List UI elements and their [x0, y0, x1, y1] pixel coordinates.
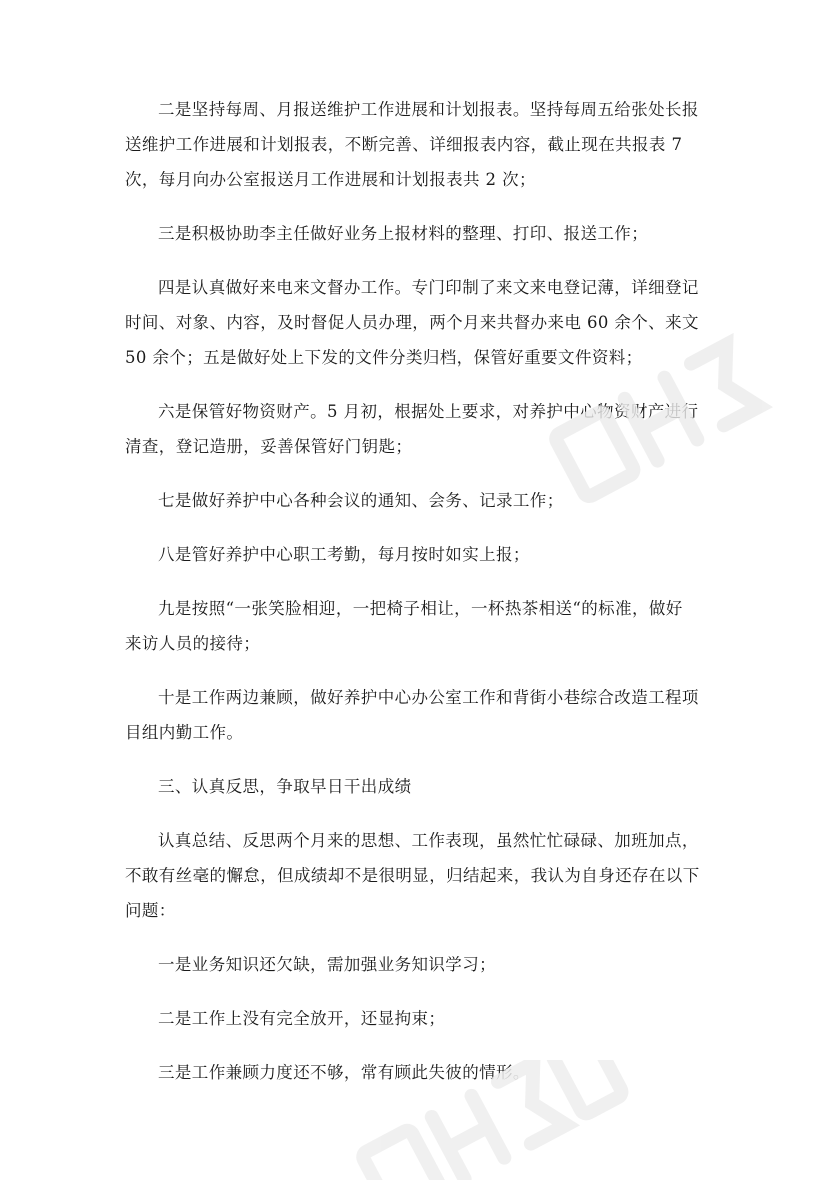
paragraph-line: 目组内勤工作。	[125, 723, 244, 742]
paragraph	[125, 216, 705, 251]
paragraph-line: 九是按照“一张笑脸相迎，一把椅子相让，一杯热茶相送“的标准，做好	[158, 599, 683, 618]
paragraph	[125, 270, 705, 375]
paragraph-line: 问题：	[125, 901, 176, 920]
section-heading-text: 三、认真反思，争取早日干出成绩	[158, 777, 412, 796]
paragraph-line: 来访人员的接待；	[125, 634, 261, 653]
paragraph	[125, 680, 705, 750]
paragraph-line: 时间、对象、内容，及时督促人员办理，两个月来共督办来电 60 余个、来文	[125, 313, 699, 332]
paragraph	[125, 1001, 705, 1036]
paragraph-line: 八是管好养护中心职工考勤，每月按时如实上报；	[158, 545, 530, 564]
paragraph-line: 三是积极协助李主任做好业务上报材料的整理、打印、报送工作；	[158, 224, 649, 243]
paragraph-line: 50 余个；五是做好处上下发的文件分类归档，保管好重要文件资料；	[125, 348, 643, 367]
paragraph-line: 不敢有丝毫的懈怠，但成绩却不是很明显，归结起来，我认为自身还存在以下	[125, 866, 700, 885]
paragraph	[125, 947, 705, 982]
paragraph-line: 二是工作上没有完全放开，还显拘束；	[158, 1009, 446, 1028]
paragraph	[125, 483, 705, 518]
paragraph-line: 四是认真做好来电来文督办工作。专门印制了来文来电登记薄，详细登记	[158, 278, 699, 297]
paragraph-line: 次，每月向办公室报送月工作进展和计划报表共 2 次；	[125, 170, 536, 189]
paragraph-line: 二是坚持每周、月报送维护工作进展和计划报表。坚持每周五给张处长报	[158, 100, 699, 119]
paragraph-line: 一是业务知识还欠缺，需加强业务知识学习；	[158, 955, 496, 974]
paragraph-line: 七是做好养护中心各种会议的通知、会务、记录工作；	[158, 491, 564, 510]
paragraph	[125, 394, 705, 464]
paragraph-line: 十是工作两边兼顾，做好养护中心办公室工作和背街小巷综合改造工程项	[158, 688, 699, 707]
paragraph	[125, 823, 705, 928]
paragraph	[125, 591, 705, 661]
paragraph-line: 清查，登记造册，妥善保管好门钥匙；	[125, 437, 413, 456]
paragraph-line: 送维护工作进展和计划报表，不断完善、详细报表内容，截止现在共报表 7	[125, 135, 683, 154]
document-body	[125, 92, 705, 1109]
paragraph	[125, 92, 705, 197]
paragraph-line: 认真总结、反思两个月来的思想、工作表现，虽然忙忙碌碌、加班加点，	[158, 831, 699, 850]
paragraph-line: 三是工作兼顾力度还不够，常有顾此失彼的情形。	[158, 1063, 530, 1082]
section-heading	[125, 769, 705, 804]
paragraph-line: 六是保管好物资财产。5 月初，根据处上要求，对养护中心物资财产进行	[158, 402, 699, 421]
paragraph	[125, 537, 705, 572]
paragraph	[125, 1055, 705, 1090]
